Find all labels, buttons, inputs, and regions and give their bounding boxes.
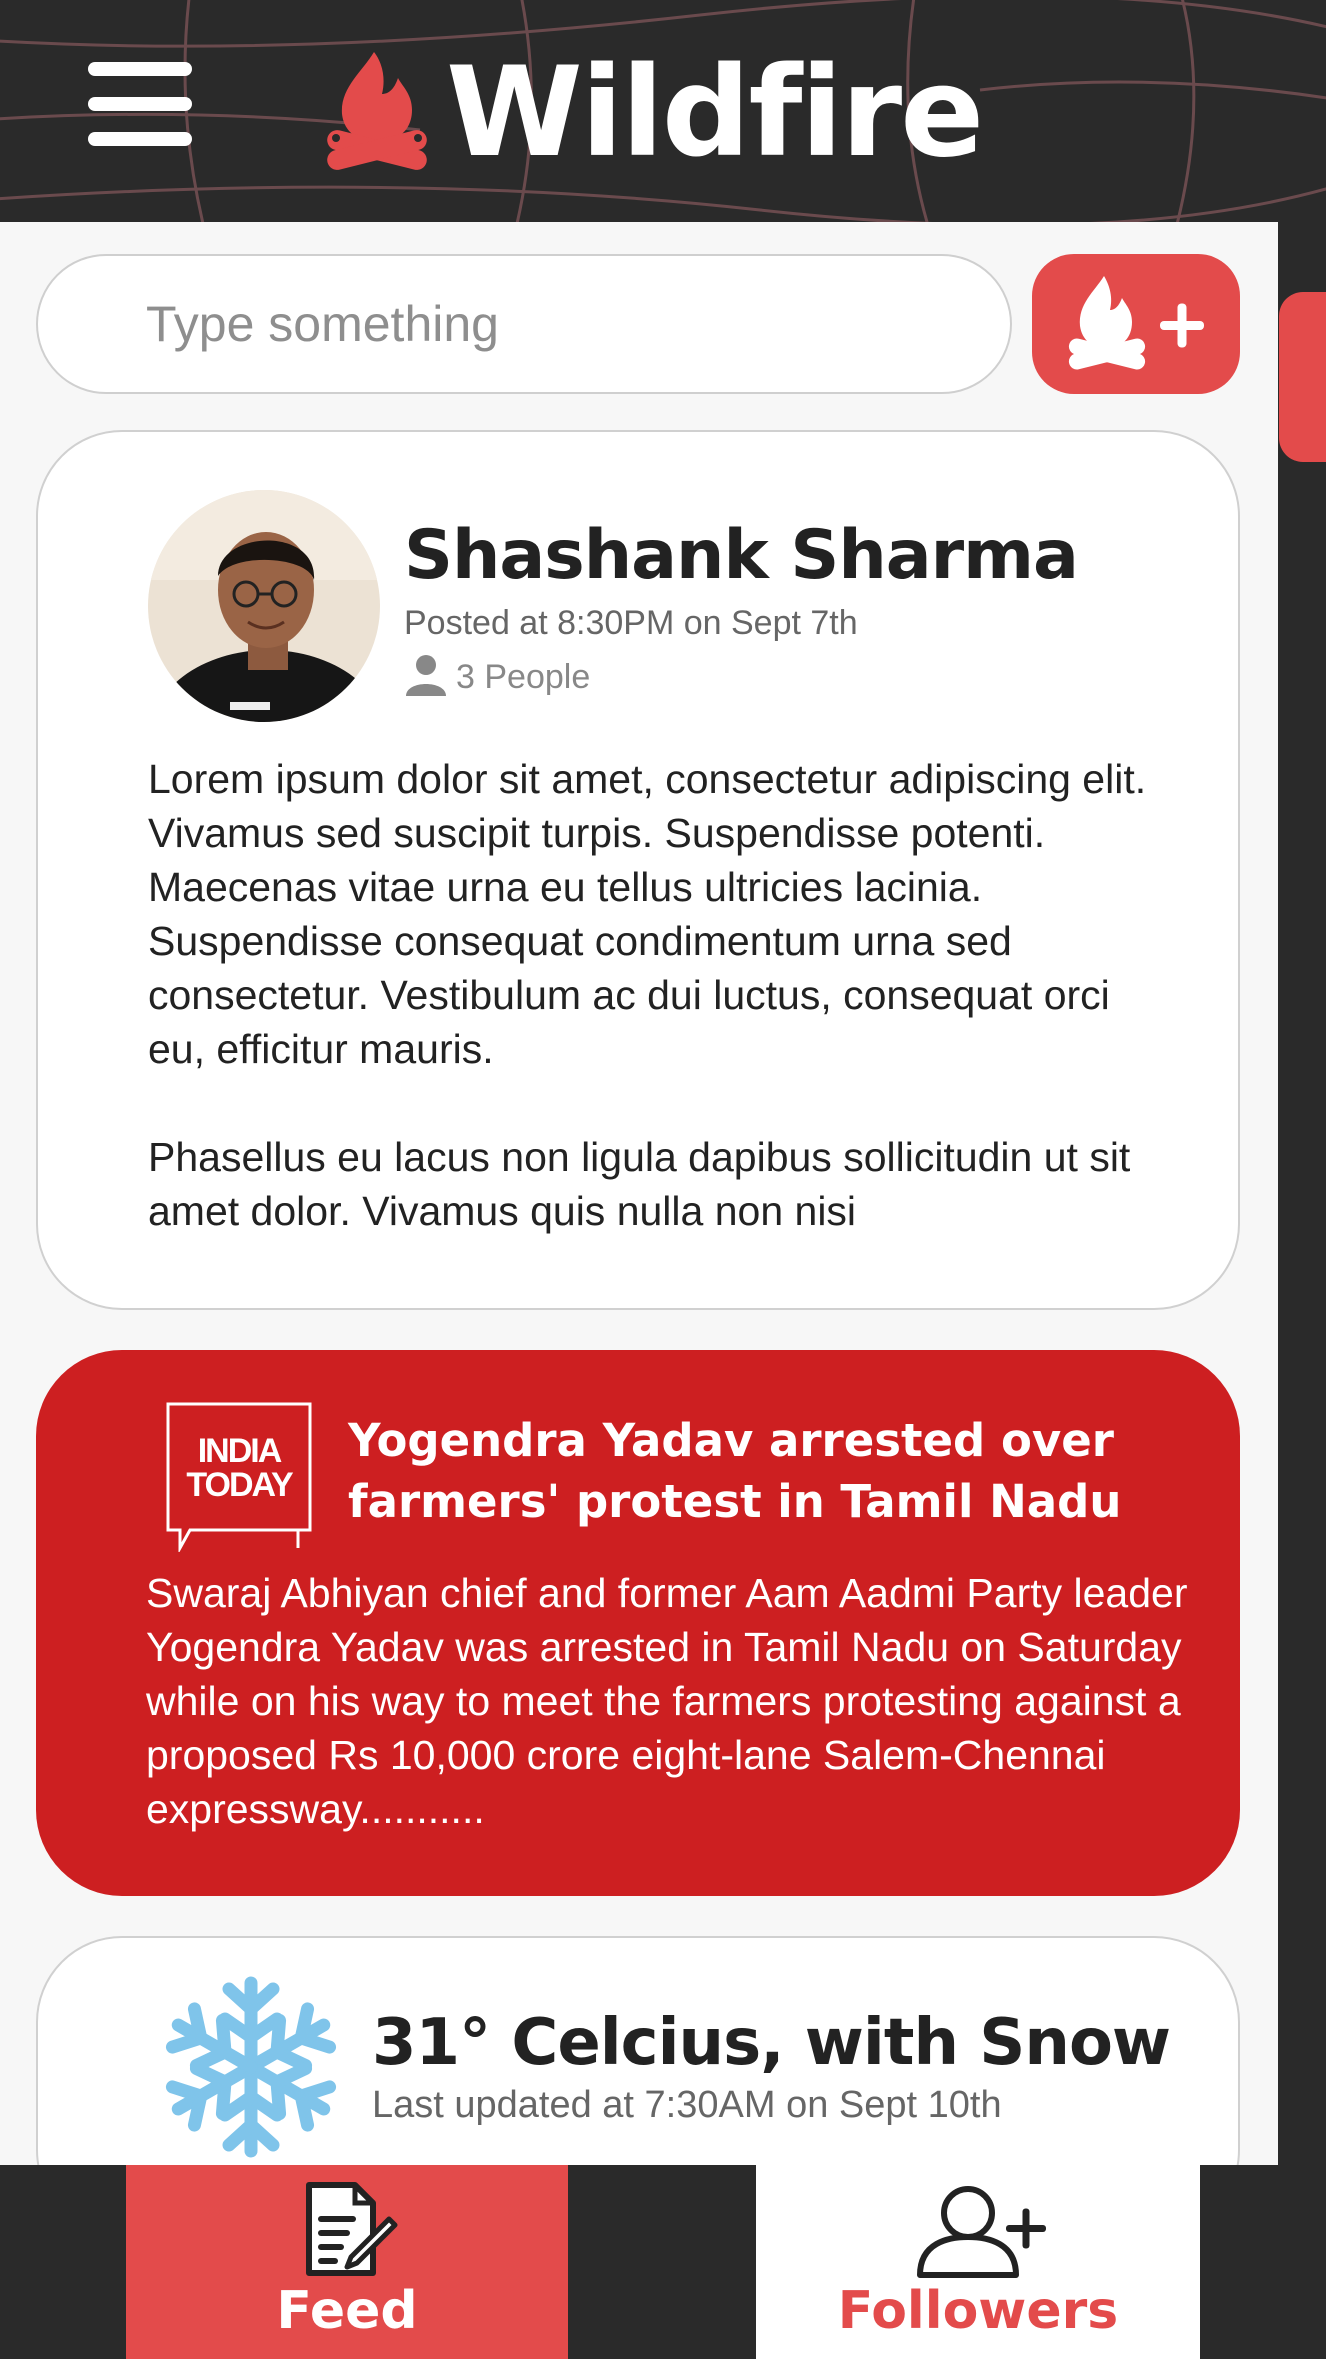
weather-updated: Last updated at 7:30AM on Sept 10th <box>372 2084 1002 2126</box>
person-icon <box>404 652 448 696</box>
snowflake-icon <box>158 1974 344 2160</box>
scrollbar-thumb[interactable] <box>1279 292 1326 462</box>
menu-bar <box>88 97 192 111</box>
feed-panel[interactable] <box>0 222 1278 2165</box>
post-paragraph: Lorem ipsum dolor sit amet, consectetur adipiscing elit. Vivamus sed suscipit turpis. Suspendisse potenti. Maecenas vitae urna eu tellus ultricies lacinia. Suspendisse consequat condimentum urna sed consectetur. Vestibulum ac dui luctus, consequat orci eu, efficitur mauris. <box>148 756 1147 1072</box>
news-summary: Swaraj Abhiyan chief and former Aam Aadmi Party leader Yogendra Yadav was arrested in Tamil Nadu on Saturday while on his way to meet the farmers protesting against a proposed Rs 10,000 crore eight-lane Salem-Chennai expressway........... <box>146 1570 1188 1832</box>
weather-card[interactable] <box>36 1936 1240 2165</box>
weather-title: 31° Celcius, with Snow <box>372 2006 1171 2080</box>
news-headline[interactable]: Yogendra Yadav arrested over farmers' protest in Tamil Nadu <box>348 1414 1122 1528</box>
tab-feed[interactable] <box>126 2165 568 2359</box>
avatar-photo <box>148 490 380 722</box>
menu-bar <box>88 132 192 146</box>
campfire-plus-icon <box>1032 254 1240 394</box>
new-post-button[interactable] <box>1032 254 1240 394</box>
document-edit-icon <box>295 2179 399 2279</box>
campfire-icon <box>322 48 432 173</box>
bottom-nav <box>0 2165 1326 2359</box>
author-name[interactable]: Shashank Sharma <box>404 516 1078 595</box>
app-header <box>0 0 1326 222</box>
app-title: Wildfire <box>446 41 983 185</box>
people-count <box>404 652 590 697</box>
avatar[interactable] <box>148 490 380 722</box>
compose-input[interactable] <box>36 254 1012 394</box>
menu-button[interactable] <box>88 62 192 158</box>
post-paragraph: Phasellus eu lacus non ligula dapibus sollicitudin ut sit amet dolor. Vivamus quis nulla non nisi <box>148 1134 1131 1234</box>
post-body <box>148 752 1158 1292</box>
post-card[interactable] <box>36 430 1240 1310</box>
logo-text-india: INDIA <box>197 1432 281 1470</box>
logo-text-today: TODAY <box>186 1466 292 1504</box>
tab-followers[interactable] <box>756 2165 1200 2359</box>
menu-bar <box>88 62 192 76</box>
tab-followers-label: Followers <box>837 2281 1119 2341</box>
people-count-label: 3 People <box>456 658 591 696</box>
scrollbar-track[interactable] <box>1278 222 1326 2165</box>
post-timestamp: Posted at 8:30PM on Sept 7th <box>404 604 858 642</box>
news-card[interactable] <box>36 1350 1240 1896</box>
tab-feed-label: Feed <box>276 2281 418 2341</box>
india-today-logo <box>166 1402 312 1552</box>
add-user-icon <box>908 2179 1048 2279</box>
